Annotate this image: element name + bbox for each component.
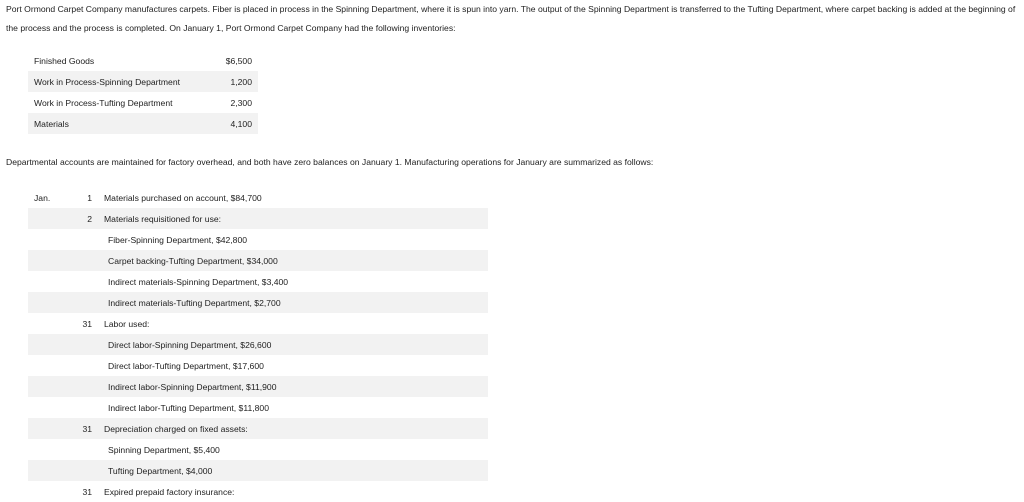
operation-text: Indirect materials-Tufting Department, $2,700 [108, 297, 281, 308]
operation-text: Tufting Department, $4,000 [108, 465, 213, 476]
operation-row [28, 460, 488, 481]
operation-text: Expired prepaid factory insurance: [104, 486, 235, 497]
operation-row [28, 292, 488, 313]
inventory-row [28, 71, 258, 92]
inventories-table [28, 50, 258, 134]
operation-row [28, 397, 488, 418]
operation-text: Carpet backing-Tufting Department, $34,000 [108, 255, 278, 266]
operation-text: Indirect labor-Spinning Department, $11,900 [108, 381, 277, 392]
operation-text: Depreciation charged on fixed assets: [104, 423, 248, 434]
inventory-amount: 2,300 [230, 97, 252, 108]
operation-day: 31 [82, 423, 92, 434]
operation-row [28, 313, 488, 334]
operation-row [28, 229, 488, 250]
operation-row [28, 376, 488, 397]
operation-text: Materials requisitioned for use: [104, 213, 222, 224]
operation-row [28, 439, 488, 460]
operation-text: Direct labor-Spinning Department, $26,600 [108, 339, 272, 350]
inventory-row [28, 50, 258, 71]
operation-row [28, 271, 488, 292]
inventory-amount: 4,100 [230, 118, 252, 129]
operation-row [28, 208, 488, 229]
operation-text: Materials purchased on account, $84,700 [104, 192, 262, 203]
operation-day: 2 [87, 213, 92, 224]
inventory-row [28, 113, 258, 134]
problem-intro: Port Ormond Carpet Company manufactures carpets. Fiber is placed in process in the Spinning Department, where it is spun into yarn. The output of the Spinning Department is transferred to the Tufting Department, where carpet backing is added at the beginning of the process and the process is completed. On January 1, Port Ormond Carpet Company had the following inventories: [6, 4, 1016, 33]
operation-text: Labor used: [104, 318, 150, 329]
operation-row [28, 481, 488, 502]
operation-day: 31 [82, 318, 92, 329]
operations-list [28, 187, 488, 502]
inventory-amount: 1,200 [230, 76, 252, 87]
operation-row [28, 355, 488, 376]
operation-day: 1 [87, 192, 92, 203]
operation-text: Direct labor-Tufting Department, $17,600 [108, 360, 264, 371]
operation-text: Indirect labor-Tufting Department, $11,800 [108, 402, 269, 413]
operation-row [28, 250, 488, 271]
inventory-row [28, 92, 258, 113]
inventory-label: Work in Process-Spinning Department [34, 76, 180, 87]
operation-text: Indirect materials-Spinning Department, $3,400 [108, 276, 289, 287]
operation-row [28, 187, 488, 208]
operation-row [28, 418, 488, 439]
operation-row [28, 334, 488, 355]
operation-text: Spinning Department, $5,400 [108, 444, 220, 455]
inventory-label: Work in Process-Tufting Department [34, 97, 173, 108]
operation-text: Fiber-Spinning Department, $42,800 [108, 234, 248, 245]
operation-month: Jan. [34, 192, 51, 203]
inventory-label: Materials [34, 118, 69, 129]
operation-day: 31 [82, 486, 92, 497]
inventory-label: Finished Goods [34, 55, 95, 66]
overhead-paragraph: Departmental accounts are maintained for factory overhead, and both have zero balances on January 1. Manufacturing operations for January are summarized as follows: [6, 157, 654, 167]
inventory-amount: $6,500 [225, 55, 252, 66]
